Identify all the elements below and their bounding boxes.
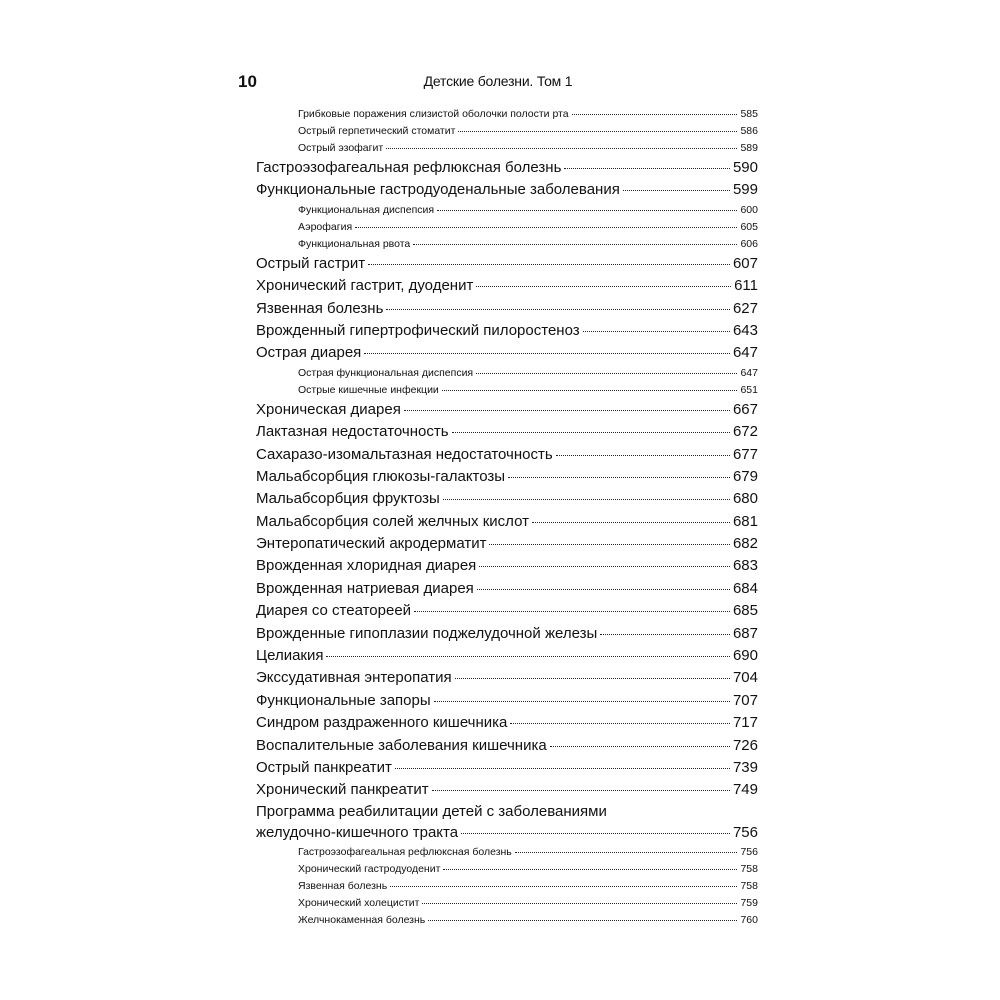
toc-entry-title: Язвенная болезнь (298, 879, 388, 892)
toc-entry-title: Врожденный гипертрофический пилоростеноз (256, 321, 580, 339)
toc-entry-page: 647 (732, 344, 758, 362)
toc-entry-title: Грибковые поражения слизистой оболочки полости рта (298, 108, 569, 120)
dot-leader (455, 678, 730, 679)
toc-entry-page: 760 (740, 913, 758, 926)
dot-leader (476, 373, 737, 374)
toc-entry-title: Острый гастрит (256, 254, 366, 272)
toc-entry-page: 679 (732, 467, 758, 485)
toc-entry (256, 488, 758, 510)
page-header (238, 72, 758, 94)
toc-entry-multiline (256, 802, 758, 844)
toc-entry-page: 682 (732, 535, 758, 553)
page-number: 10 (238, 72, 257, 91)
toc-entry (256, 320, 758, 342)
toc-entry-page: 704 (732, 669, 758, 687)
toc-entry-title: Воспалительные заболевания кишечника (256, 736, 547, 754)
toc-entry-title: Мальабсорбция солей желчных кислот (256, 512, 529, 530)
toc-entry-title: Гастроэзофагеальная рефлюксная болезнь (256, 159, 562, 176)
dot-leader (434, 701, 730, 702)
toc-entry (256, 600, 758, 622)
toc-entry (256, 275, 758, 297)
dot-leader (432, 790, 730, 791)
toc-entry-page: 687 (732, 624, 758, 642)
toc-entry-page: 685 (732, 602, 758, 620)
toc-entry-page: 590 (732, 159, 758, 176)
dot-leader (550, 746, 730, 747)
dot-leader (368, 264, 730, 265)
toc-entry-page: 756 (740, 845, 758, 858)
toc-entry (256, 712, 758, 734)
toc-entry (256, 623, 758, 645)
toc-entry-page: 749 (732, 781, 758, 799)
toc-entry-page: 672 (732, 423, 758, 441)
toc-entry (256, 578, 758, 600)
toc-entry-title-line1: Программа реабилитации детей с заболеваниями (256, 802, 607, 820)
dot-leader (532, 522, 730, 523)
dot-leader (600, 634, 730, 635)
toc-entry-page: 586 (740, 125, 758, 137)
dot-leader (413, 244, 737, 245)
toc-subentry (256, 861, 758, 878)
toc-entry (256, 399, 758, 421)
toc-entry (256, 533, 758, 555)
dot-leader (479, 566, 730, 567)
toc-entry-page: 756 (732, 823, 758, 841)
toc-entry (256, 735, 758, 757)
toc-subentry (256, 123, 758, 140)
toc-entry-page: 684 (732, 579, 758, 597)
toc-entry (256, 298, 758, 320)
toc-entry-title: Гастроэзофагеальная рефлюксная болезнь (298, 845, 512, 858)
dot-leader (364, 353, 730, 354)
toc-entry-title: Диарея со стеатореей (256, 602, 412, 620)
dot-leader (443, 869, 737, 870)
toc-entry (256, 757, 758, 779)
toc-subentry (256, 912, 758, 929)
toc-entry-title: Функциональные запоры (256, 691, 431, 709)
dot-leader (422, 903, 737, 904)
toc-entry-title: Острая функциональная диспепсия (298, 366, 474, 379)
toc-entry-title: Мальабсорбция фруктозы (256, 490, 440, 508)
toc-entry-page: 739 (732, 758, 758, 776)
toc-entry (256, 253, 758, 275)
dot-leader (476, 286, 731, 287)
toc-entry (256, 157, 758, 179)
toc-entry-title: Хроническая диарея (256, 400, 401, 418)
toc-subentry (256, 219, 758, 236)
toc-entry-page: 599 (732, 181, 758, 199)
dot-leader (428, 920, 737, 921)
toc-subentry (256, 382, 758, 399)
dot-leader (623, 190, 730, 191)
running-title: Детские болезни. Том 1 (423, 73, 573, 89)
toc-entry-title: Лактазная недостаточность (256, 423, 449, 441)
dot-leader (572, 114, 738, 115)
toc-subentry (256, 140, 758, 157)
toc-entry-page: 643 (732, 321, 758, 339)
dot-leader (414, 611, 730, 612)
toc-subentry (256, 844, 758, 861)
toc-entry-title: Функциональная диспепсия (298, 203, 435, 216)
toc-entry-page: 707 (732, 691, 758, 709)
toc-entry-title-line2: желудочно-кишечного тракта (256, 823, 459, 841)
toc-entry-title: Функциональные гастродуоденальные заболевания (256, 181, 620, 199)
toc-entry (256, 779, 758, 801)
dot-leader (489, 544, 730, 545)
toc-entry (256, 667, 758, 689)
toc-entry-title: Острый эзофагит (298, 142, 384, 154)
dot-leader (458, 131, 737, 132)
toc-subentry (256, 106, 758, 123)
toc-entry (256, 421, 758, 443)
toc-entry-title: Врожденная натриевая диарея (256, 579, 474, 597)
toc-entry (256, 690, 758, 712)
toc-entry (256, 511, 758, 533)
toc-entry (256, 444, 758, 466)
toc-subentry (256, 365, 758, 382)
toc-entry-title: Хронический гастродуоденит (298, 862, 441, 875)
toc-entry-title: Хронический панкреатит (256, 781, 429, 799)
toc-entry (256, 555, 758, 577)
toc-subentry (256, 895, 758, 912)
toc-entry-page: 611 (734, 277, 758, 295)
dot-leader (556, 455, 730, 456)
toc-entry-title: Язвенная болезнь (256, 299, 384, 317)
toc-entry-page: 585 (740, 108, 758, 120)
toc-entry-title: Врожденные гипоплазии поджелудочной железы (256, 624, 598, 642)
toc-entry-title: Синдром раздраженного кишечника (256, 714, 508, 732)
toc-entry-title: Острая диарея (256, 344, 362, 362)
toc-entry-page: 759 (740, 896, 758, 909)
toc-entry-title: Сахаразо-изомальтазная недостаточность (256, 445, 553, 463)
dot-leader (386, 148, 737, 149)
toc-entry-page: 651 (740, 383, 758, 396)
toc-entry-title: Аэрофагия (298, 220, 353, 233)
toc-entry-page: 726 (732, 736, 758, 754)
toc-entry-title: Желчнокаменная болезнь (298, 913, 426, 926)
toc-entry-page: 758 (740, 862, 758, 875)
toc-entry-page: 667 (732, 400, 758, 418)
toc-subentry (256, 878, 758, 895)
toc-entry-page: 717 (732, 714, 758, 732)
toc-entry-page: 647 (740, 366, 758, 379)
dot-leader (404, 410, 730, 411)
toc-entry-page: 690 (732, 647, 758, 665)
dot-leader (564, 168, 730, 169)
toc-entry-page: 606 (740, 237, 758, 250)
dot-leader (395, 768, 730, 769)
toc-entry-page: 605 (740, 220, 758, 233)
toc-entry-title: Хронический гастрит, дуоденит (256, 277, 474, 295)
toc-entry-page: 589 (740, 142, 758, 154)
toc-entry-title: Мальабсорбция глюкозы-галактозы (256, 467, 506, 485)
toc-entry (256, 645, 758, 667)
dot-leader (437, 210, 737, 211)
toc-entry-page: 607 (732, 254, 758, 272)
toc-subentry (256, 202, 758, 219)
toc-entry-title: Функциональная рвота (298, 237, 411, 250)
dot-leader (510, 723, 730, 724)
dot-leader (326, 656, 729, 657)
toc-entry (256, 822, 758, 844)
toc-entry-page: 758 (740, 879, 758, 892)
toc-entry-page: 683 (732, 557, 758, 575)
toc-entry-title: Врожденная хлоридная диарея (256, 557, 477, 575)
toc-entry-title: Энтеропатический акродерматит (256, 535, 487, 553)
toc-entry-title: Острые кишечные инфекции (298, 383, 439, 396)
toc-entry-title: Целиакия (256, 647, 324, 665)
toc-entry (256, 179, 758, 201)
dot-leader (390, 886, 737, 887)
dot-leader (443, 499, 730, 500)
dot-leader (515, 852, 738, 853)
toc-entry-page: 600 (740, 203, 758, 216)
toc-entry-page: 627 (732, 299, 758, 317)
dot-leader (583, 331, 730, 332)
toc-entry-page: 681 (732, 512, 758, 530)
dot-leader (452, 432, 730, 433)
toc-entry (256, 342, 758, 364)
dot-leader (442, 390, 738, 391)
dot-leader (508, 477, 730, 478)
toc-entry-title: Экссудативная энтеропатия (256, 669, 452, 687)
toc-entry-title: Острый герпетический стоматит (298, 125, 456, 137)
dot-leader (386, 309, 730, 310)
toc-entry-title: Острый панкреатит (256, 758, 392, 776)
toc-subentry (256, 236, 758, 253)
table-of-contents (256, 106, 758, 929)
dot-leader (461, 833, 730, 834)
toc-entry-title: Хронический холецистит (298, 896, 420, 909)
dot-leader (355, 227, 737, 228)
toc-entry-page: 677 (732, 445, 758, 463)
dot-leader (477, 589, 730, 590)
toc-entry-page: 680 (732, 490, 758, 508)
toc-entry (256, 466, 758, 488)
